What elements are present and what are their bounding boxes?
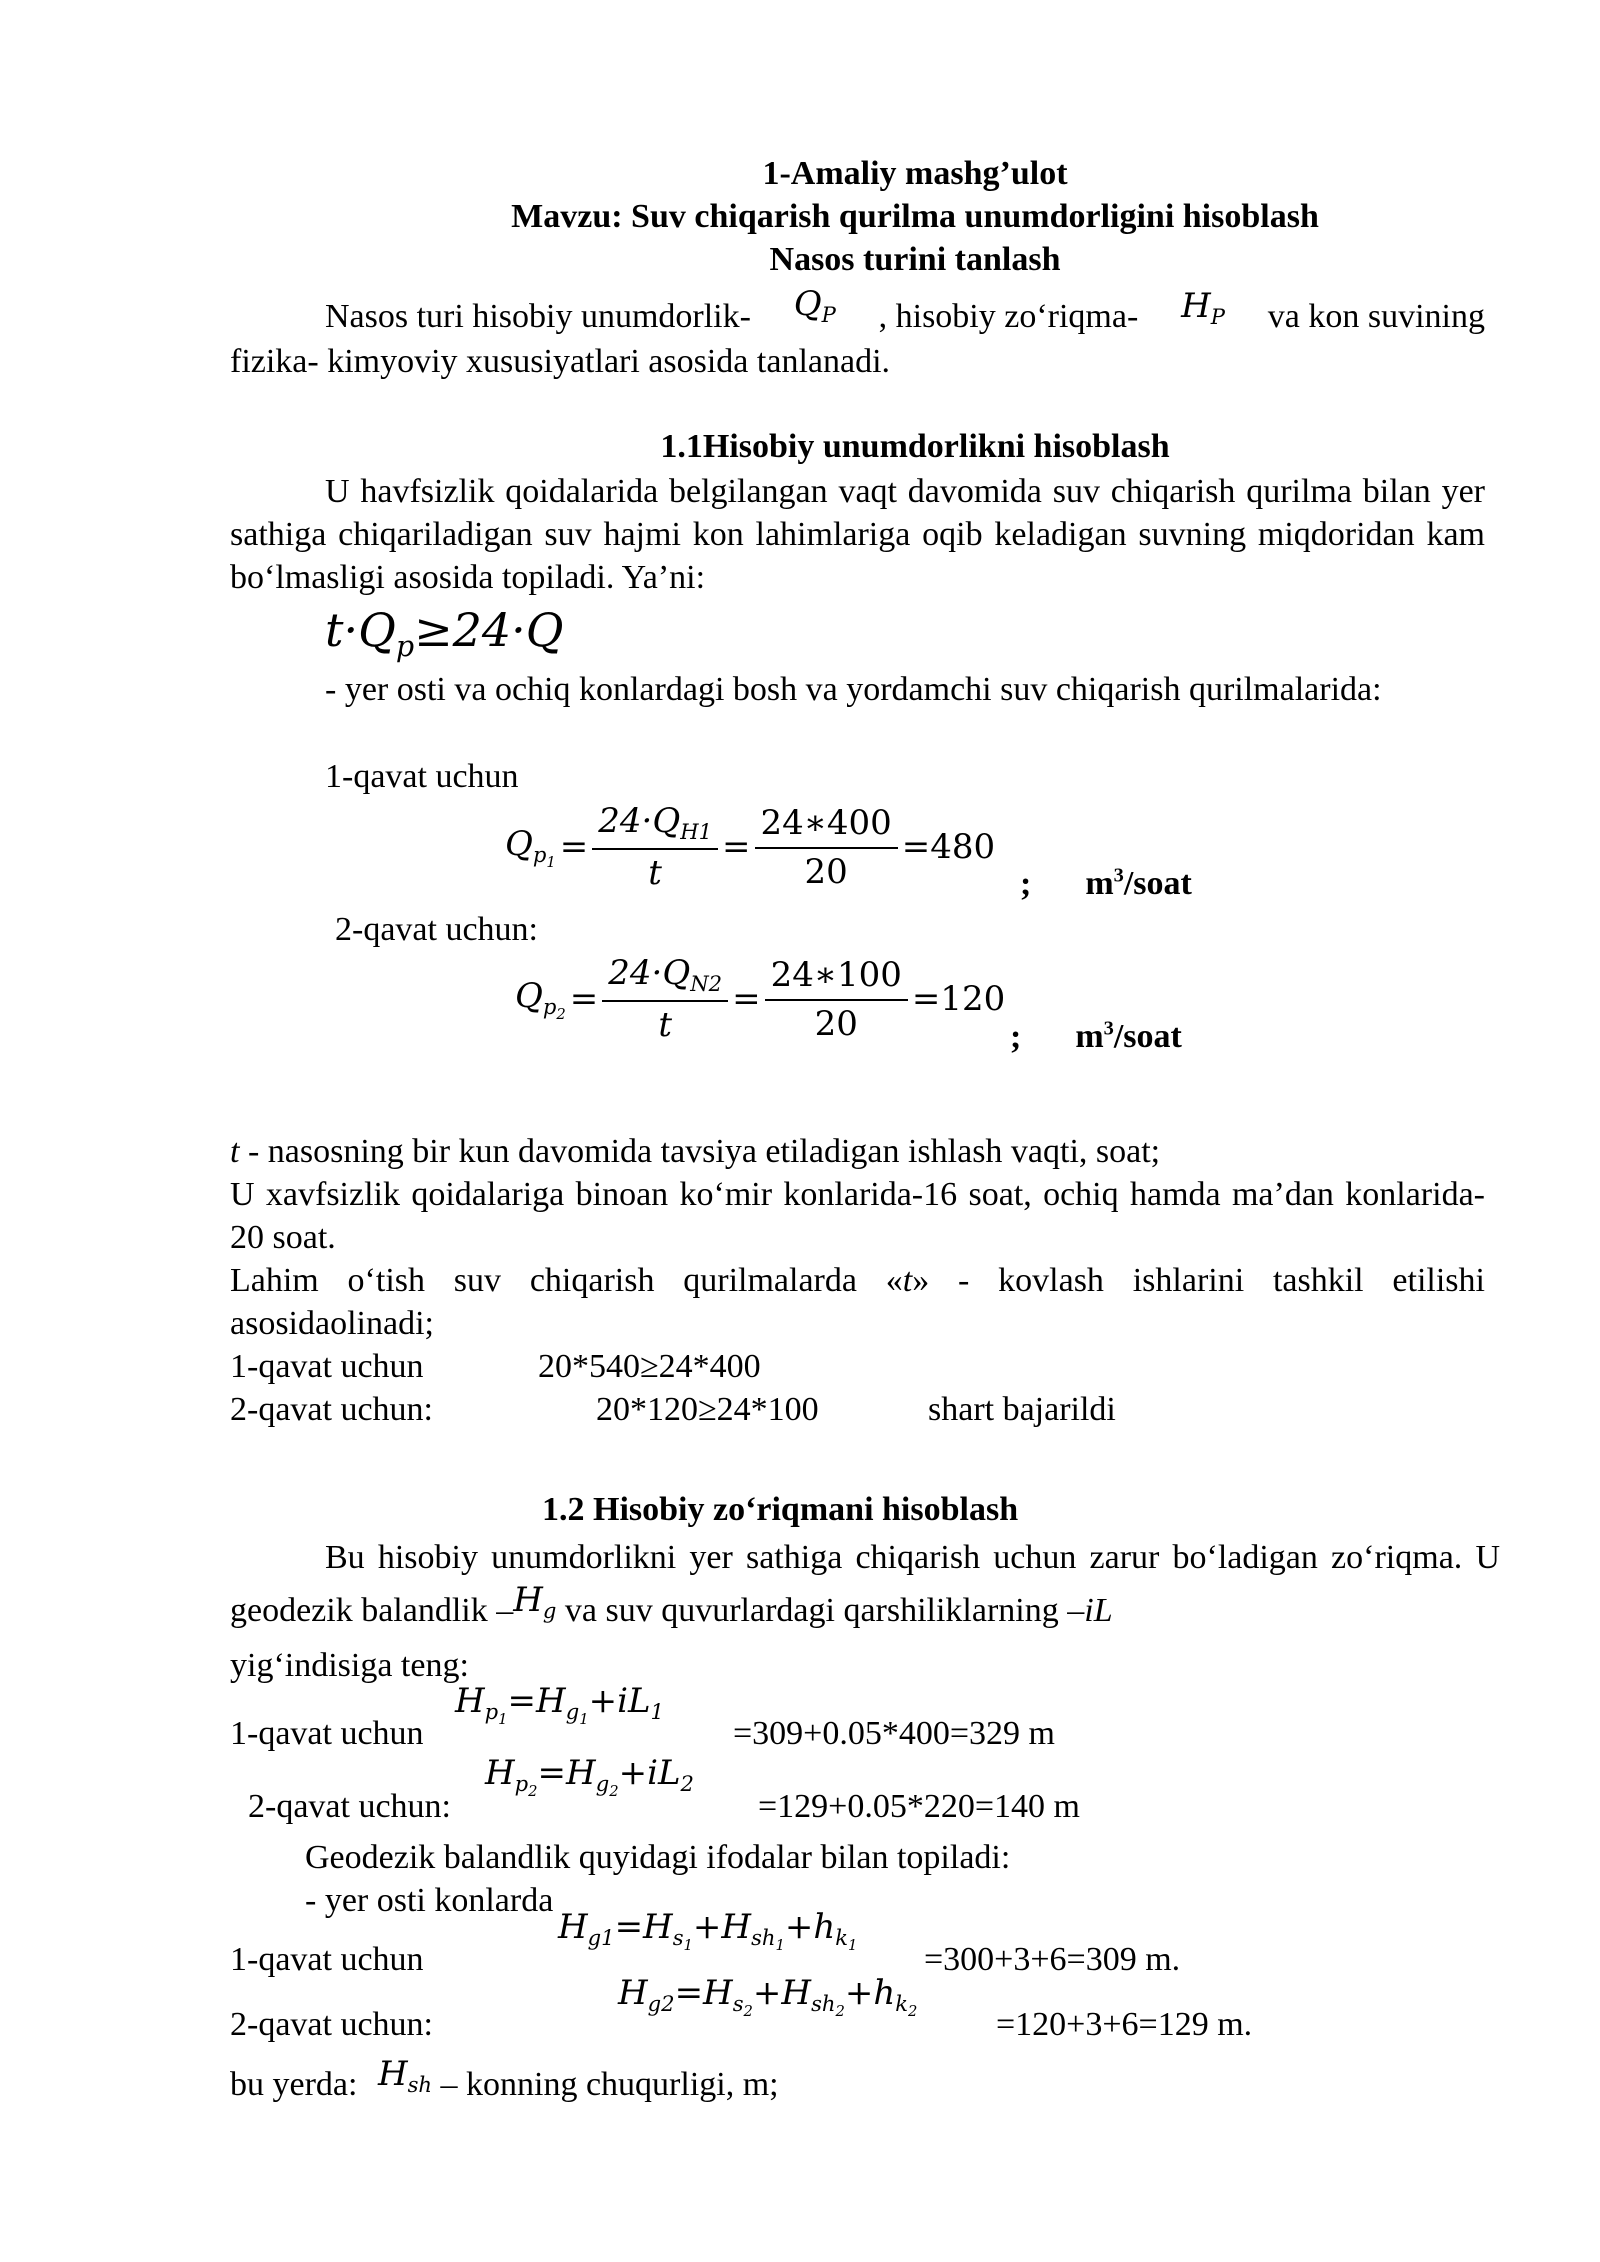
qp2-lhs-sub-p: p xyxy=(542,994,557,1020)
qp2-den-a: t xyxy=(658,1005,672,1045)
eq-sign-2: = xyxy=(722,827,751,867)
explain-paragraph-2 xyxy=(230,1259,1485,1345)
qp1-den-b: 20 xyxy=(804,851,848,892)
hsh-definition-text: – konning chuqurligi, m; xyxy=(432,2066,779,2103)
qp1-lhs-letter: Q xyxy=(505,824,533,864)
hp1-subsub2: 1 xyxy=(579,1710,589,1728)
hp-floor-2-label xyxy=(248,1785,451,1828)
hg2-c-subsub: 2 xyxy=(835,2002,845,2020)
hg2-a: H xyxy=(618,1973,648,2013)
check-row-1-label-text: 1-qavat uchun xyxy=(230,1348,424,1385)
hg2-d-sub xyxy=(895,1991,918,2020)
hsh-sub: sh xyxy=(407,2072,433,2098)
section-1-note-text: - yer osti va ochiq konlardagi bosh va yordamchi suv chiqarish qurilmalarida: xyxy=(325,671,1382,708)
check-row-2-label xyxy=(230,1388,433,1431)
section-1-note xyxy=(230,668,1485,711)
formula-lhs: t·Q xyxy=(325,603,396,657)
hp2-subsub1: 2 xyxy=(528,1782,538,1800)
explain-p2-t: t xyxy=(902,1262,913,1299)
floor-2-label xyxy=(335,908,538,951)
qp2-result: =120 xyxy=(911,979,1006,1019)
intro-text-2: , hisobiy zo‘riqma- xyxy=(878,298,1139,335)
floor-1-label xyxy=(325,755,519,798)
hp-floor-1-label-text: 1-qavat uchun xyxy=(230,1715,424,1752)
hp1-sub1 xyxy=(484,1699,508,1728)
il-symbol: iL xyxy=(1084,1592,1113,1629)
t-definition xyxy=(230,1130,1160,1173)
qp2-unit xyxy=(1010,1008,1182,1058)
topic-text: Mavzu: Suv chiqarish qurilma unumdorligini hisoblash xyxy=(511,198,1319,235)
hg-floor-2-label xyxy=(230,2003,433,2046)
check-row-2-note xyxy=(928,1388,1116,1431)
explain-paragraph-1-text: U xavfsizlik qoidalariga binoan ko‘mir konlarida-16 soat, ochiq hamda ma’dan konlarida-20 soat. xyxy=(230,1176,1485,1256)
qp1-lhs xyxy=(505,823,556,872)
hp1-sub3: 1 xyxy=(650,1699,664,1725)
qp1-lhs-sub xyxy=(532,842,556,871)
eq-sign-1: = xyxy=(559,827,589,867)
hp1-calc-text: =309+0.05*400=329 m xyxy=(733,1715,1055,1752)
qp1-lhs-subsub: 1 xyxy=(546,853,556,871)
hg2-b-sub-s: s xyxy=(732,1991,744,2017)
qp-letter: Q xyxy=(793,284,822,324)
hg2-c-sub xyxy=(811,1991,845,2020)
explain-p2-a: Lahim o‘tish suv chiqarish qurilmalarda « xyxy=(230,1262,903,1299)
topic-line xyxy=(230,195,1600,238)
hp-sub: P xyxy=(1210,304,1225,330)
hp2-eq: =H xyxy=(537,1753,596,1793)
check-row-1-expr xyxy=(538,1345,761,1388)
section-1-paragraph-text: U havfsizlik qoidalarida belgilangan vaqt davomida suv chiqarish qurilma bilan yer sathiga chiqariladigan suv hajmi kon lahimlariga oqib keladigan suvning miqdoridan kam bo‘lmasligi asosida topiladi. Ya’ni: xyxy=(230,473,1485,596)
hp2-calc-text: =129+0.05*220=140 m xyxy=(758,1788,1080,1825)
eq-sign-4: = xyxy=(732,979,761,1019)
qp2-lhs-letter: Q xyxy=(515,976,543,1016)
explain-paragraph-1 xyxy=(230,1173,1485,1259)
formula-rhs: ≥24·Q xyxy=(414,603,564,657)
hp1-formula xyxy=(455,1680,664,1729)
qp2-lhs-subsub: 2 xyxy=(556,1005,566,1023)
hp2-subsub2: 2 xyxy=(609,1782,619,1800)
qp1-unit-m: m xyxy=(1085,865,1114,903)
hg2-b: =H xyxy=(674,1973,733,2013)
check-row-2-expr-text: 20*120≥24*100 xyxy=(596,1391,819,1428)
hg2-d: +h xyxy=(844,1973,896,2013)
check-row-2-expr xyxy=(596,1388,819,1431)
hg1-b: =H xyxy=(614,1907,673,1947)
hp1-calc xyxy=(733,1712,1055,1755)
qp1-lhs-sub-p: p xyxy=(532,842,547,868)
t-definition-text: - nasosning bir kun davomida tavsiya etiladigan ishlash vaqti, soat; xyxy=(239,1133,1161,1170)
underground-line-text: - yer osti konlarda xyxy=(305,1882,554,1919)
qp1-result: =480 xyxy=(901,827,996,867)
qp1-unit xyxy=(1020,855,1192,905)
qp1-num-a: 24·Q xyxy=(598,801,681,841)
hp1-eq: =H xyxy=(507,1681,566,1721)
inequality-formula xyxy=(325,600,564,667)
hg-floor-1-label xyxy=(230,1938,424,1981)
hg2-c: +H xyxy=(752,1973,812,2013)
hp2-plus: +iL xyxy=(618,1753,681,1793)
title-text: 1-Amaliy mashg’ulot xyxy=(762,155,1068,192)
formula-lhs-sub: p xyxy=(395,629,415,663)
qp2-den-b: 20 xyxy=(814,1003,858,1044)
hp-symbol xyxy=(1181,285,1225,331)
section-1-heading xyxy=(230,425,1600,468)
bu-yerda-text: bu yerda: xyxy=(230,2066,358,2103)
definition-line xyxy=(230,2054,779,2109)
qp2-unit-text xyxy=(1075,1018,1182,1055)
hg1-c-subsub: 1 xyxy=(775,1936,785,1954)
hg1-d-subsub: 1 xyxy=(848,1936,858,1954)
hg1-b-sub-s: s xyxy=(672,1925,684,1951)
section-2-p-c: yig‘indisiga teng: xyxy=(230,1647,469,1684)
explain-p2-b: » - kovlash ishlarini tashkil etilishi asosidaolinadi; xyxy=(230,1262,1485,1342)
hp-letter: H xyxy=(1181,286,1211,326)
hg1-c: +H xyxy=(692,1907,752,1947)
subtitle xyxy=(230,238,1600,281)
intro-line-2 xyxy=(230,340,890,383)
hg2-b-sub xyxy=(732,1991,753,2020)
hsh-symbol xyxy=(377,2054,433,2098)
hp1-sub1-p: p xyxy=(484,1699,499,1725)
hp1-plus: +iL xyxy=(588,1681,651,1721)
qp2-semicolon: ; xyxy=(1010,1018,1022,1056)
subtitle-text: Nasos turini tanlash xyxy=(769,241,1061,278)
qp1-semicolon: ; xyxy=(1020,865,1032,903)
hg-floor-1-label-text: 1-qavat uchun xyxy=(230,1941,424,1978)
hp1-subsub1: 1 xyxy=(498,1710,508,1728)
hp2-sub1 xyxy=(514,1771,538,1800)
intro-text-3: va kon suvining xyxy=(1267,298,1485,335)
floor-1-label-text: 1-qavat uchun xyxy=(325,758,519,795)
qp1-frac-a xyxy=(592,800,718,895)
qp2-unit-rest: /soat xyxy=(1113,1018,1182,1056)
section-1-paragraph xyxy=(230,470,1485,599)
check-row-2-label-text: 2-qavat uchun: xyxy=(230,1391,433,1428)
hg2-d-sub-k: k xyxy=(895,1991,909,2017)
hg2-d-subsub: 2 xyxy=(908,2002,918,2020)
qp2-unit-sup: 3 xyxy=(1103,1018,1114,1040)
hp2-sub3: 2 xyxy=(680,1771,694,1797)
section-2-p-a: Bu hisobiy unumdorlikni yer sathiga chiqarish uchun zarur bo‘ladigan zo‘riqma. U geodezik balandlik – xyxy=(230,1539,1500,1629)
qp2-lhs xyxy=(515,975,566,1024)
qp1-frac-b xyxy=(755,802,898,894)
qp1-formula xyxy=(505,800,995,895)
page-title xyxy=(230,152,1600,195)
hp-floor-2-label-text: 2-qavat uchun: xyxy=(248,1788,451,1825)
hg1-d-sub xyxy=(835,1925,858,1954)
hg1-calc xyxy=(924,1938,1180,1981)
eq-sign-3: = xyxy=(569,979,599,1019)
geo-line xyxy=(305,1836,1010,1879)
qp1-den-a: t xyxy=(648,853,662,893)
hp2-sub2 xyxy=(595,1771,619,1800)
hg1-a: H xyxy=(558,1907,588,1947)
hg1-formula xyxy=(558,1906,857,1955)
hp1-sub2 xyxy=(565,1699,589,1728)
t-variable: t xyxy=(230,1133,240,1170)
hg1-c-sub-sh: sh xyxy=(751,1925,776,1951)
qp1-num-a-sub: H1 xyxy=(680,819,713,845)
section-2-heading-text: 1.2 Hisobiy zo‘riqmani hisoblash xyxy=(542,1491,1019,1528)
hg2-b-subsub: 2 xyxy=(743,2002,753,2020)
underground-line xyxy=(305,1879,553,1922)
hg2-a-sub: g2 xyxy=(647,1991,675,2017)
section-2-heading xyxy=(542,1488,1018,1531)
hp2-sub1-p: p xyxy=(514,1771,529,1797)
qp-sub: P xyxy=(821,302,836,328)
geo-line-text: Geodezik balandlik quyidagi ifodalar bilan topiladi: xyxy=(305,1839,1011,1876)
hp1-h: H xyxy=(455,1681,485,1721)
qp2-frac-a-num xyxy=(602,952,728,1002)
qp1-unit-rest: /soat xyxy=(1123,865,1192,903)
hg1-calc-text: =300+3+6=309 m. xyxy=(924,1941,1181,1978)
hg1-b-sub xyxy=(672,1925,693,1954)
hp2-formula xyxy=(485,1752,694,1801)
qp1-num-b: 24∗400 xyxy=(755,802,898,849)
hg-letter: H xyxy=(513,1580,543,1620)
qp2-frac-a xyxy=(602,952,728,1047)
hp2-calc xyxy=(758,1785,1080,1828)
hp-floor-1-label xyxy=(230,1712,424,1755)
hg2-formula xyxy=(618,1972,917,2021)
check-row-1-expr-text: 20*540≥24*400 xyxy=(538,1348,761,1385)
hg-sub: g xyxy=(542,1598,557,1624)
check-row-1-label xyxy=(230,1345,424,1388)
hp2-sub2-g: g xyxy=(595,1771,610,1797)
hg2-c-sub-sh: sh xyxy=(811,1991,836,2017)
hp2-h: H xyxy=(485,1753,515,1793)
qp2-num-b: 24∗100 xyxy=(765,954,908,1001)
qp1-unit-sup: 3 xyxy=(1113,865,1124,887)
qp1-frac-a-num xyxy=(592,800,718,850)
section-2-p-b: va suv quvurlardagi qarshiliklarning – xyxy=(556,1592,1085,1629)
hg1-b-subsub: 1 xyxy=(683,1936,693,1954)
qp-symbol xyxy=(794,283,836,329)
intro-line-1 xyxy=(325,284,1485,341)
intro-line-2-text: fizika- kimyoviy xususiyatlari asosida tanlanadi. xyxy=(230,343,891,380)
hg2-calc-text: =120+3+6=129 m. xyxy=(996,2006,1253,2043)
qp2-num-a-sub: N2 xyxy=(690,971,723,997)
qp2-unit-m: m xyxy=(1075,1018,1104,1056)
hg-floor-2-label-text: 2-qavat uchun: xyxy=(230,2006,433,2043)
section-1-heading-text: 1.1Hisobiy unumdorlikni hisoblash xyxy=(660,428,1170,465)
hg1-d-sub-k: k xyxy=(835,1925,849,1951)
qp2-frac-b xyxy=(765,954,908,1046)
hg1-d: +h xyxy=(784,1907,836,1947)
hg1-a-sub: g1 xyxy=(587,1925,615,1951)
floor-2-label-text: 2-qavat uchun: xyxy=(335,911,538,948)
qp2-num-a: 24·Q xyxy=(608,953,691,993)
qp2-lhs-sub xyxy=(542,994,566,1023)
hg-symbol xyxy=(513,1580,557,1624)
check-row-2-note-text: shart bajarildi xyxy=(928,1391,1116,1428)
hg1-c-sub xyxy=(751,1925,785,1954)
hp1-sub2-g: g xyxy=(565,1699,580,1725)
qp2-formula xyxy=(515,952,1005,1047)
qp1-unit-text xyxy=(1085,865,1192,902)
intro-text-1: Nasos turi hisobiy unumdorlik- xyxy=(325,298,751,335)
hsh-letter: H xyxy=(377,2054,408,2094)
section-2-paragraph xyxy=(230,1532,1500,1684)
hg2-calc xyxy=(996,2003,1252,2046)
